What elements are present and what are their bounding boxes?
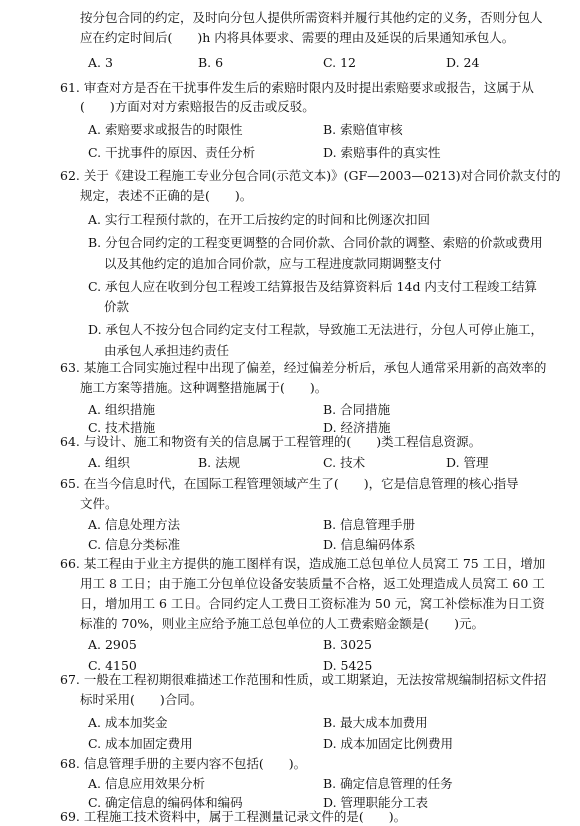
question-66-option-c: C. 4150 [88, 658, 137, 673]
question-65-option-b: B. 信息管理手册 [323, 517, 416, 532]
question-66-stem-line-2: 用工 8 工日；由于施工分包单位设备安装质量不合格，返工处理造成人员窝工 60 工 [80, 576, 545, 591]
question-60-option-d: D. 24 [446, 55, 480, 70]
question-63-option-a: A. 组织措施 [88, 402, 155, 417]
question-66-stem-line-3: 日，增加用工 6 工日。合同约定人工费日工资标准为 50 元，窝工补偿标准为日工资 [80, 596, 545, 611]
question-61-stem-line-2: ( )方面对对方索赔报告的反击或反驳。 [80, 99, 315, 114]
question-60-option-c: C. 12 [323, 55, 356, 70]
question-68-stem-line-1: 68. 信息管理手册的主要内容不包括( )。 [60, 756, 307, 771]
question-63-stem-line-2: 施工方案等措施。这种调整措施属于( )。 [80, 380, 328, 395]
question-67-option-b: B. 最大成本加费用 [323, 715, 428, 730]
question-68-option-b: B. 确定信息管理的任务 [323, 776, 453, 791]
question-61-stem-line-1: 61. 审查对方是否在干扰事件发生后的索赔时限内及时提出索赔要求或报告，这属于从 [60, 80, 534, 95]
question-62-option-c-cont: 价款 [104, 299, 130, 314]
question-63-stem-line-1: 63. 某施工合同实施过程中出现了偏差，经过偏差分析后，承包人通常采用新的高效率的 [60, 360, 547, 375]
question-60-option-a: A. 3 [88, 55, 113, 70]
question-67-option-c: C. 成本加固定费用 [88, 736, 193, 751]
question-60-option-b: B. 6 [198, 55, 224, 70]
question-66-option-d: D. 5425 [323, 658, 373, 673]
question-65-option-d: D. 信息编码体系 [323, 537, 416, 552]
question-64-option-d: D. 管理 [446, 455, 489, 470]
question-62-option-d-cont: 由承包人承担违约责任 [104, 343, 230, 358]
question-61-option-a: A. 索赔要求或报告的时限性 [88, 122, 243, 137]
question-60-stem-line-2: 应在约定时间后( )h 内将具体要求、需要的理由及延误的后果通知承包人。 [80, 30, 515, 45]
question-62-option-b-cont: 以及其他约定的追加合同价款，应与工程进度款同期调整支付 [104, 256, 442, 271]
question-65-stem-line-1: 65. 在当今信息时代，在国际工程管理领域产生了( )，它是信息管理的核心指导 [60, 476, 519, 491]
question-68-option-a: A. 信息应用效果分析 [88, 776, 205, 791]
question-68-option-d: D. 管理职能分工表 [323, 795, 429, 810]
question-61-option-b: B. 索赔值审核 [323, 122, 403, 137]
question-65-stem-line-2: 文件。 [80, 496, 118, 511]
question-63-option-b: B. 合同措施 [323, 402, 391, 417]
question-66-option-a: A. 2905 [88, 637, 137, 652]
question-64-option-a: A. 组织 [88, 455, 130, 470]
question-65-option-a: A. 信息处理方法 [88, 517, 180, 532]
question-64-stem-line-1: 64. 与设计、施工和物资有关的信息属于工程管理的( )类工程信息资源。 [60, 434, 482, 449]
question-62-option-a: A. 实行工程预付款的，在开工后按约定的时间和比例逐次扣回 [88, 212, 430, 227]
question-67-option-a: A. 成本加奖金 [88, 715, 168, 730]
question-63-option-c: C. 技术措施 [88, 420, 156, 435]
question-63-option-d: D. 经济措施 [323, 420, 391, 435]
question-66-stem-line-4: 标准的 70%，则业主应给予施工总包单位的人工费索赔金额是( )元。 [80, 616, 485, 631]
question-65-option-c: C. 信息分类标准 [88, 537, 181, 552]
question-66-stem-line-1: 66. 某工程由于业主方提供的施工图样有误，造成施工总包单位人员窝工 75 工日，增加 [60, 556, 546, 571]
question-62-stem-line-2: 规定，表述不正确的是( )。 [80, 188, 253, 203]
question-67-option-d: D. 成本加固定比例费用 [323, 736, 454, 751]
question-67-stem-line-2: 标时采用( )合同。 [80, 692, 203, 707]
question-66-option-b: B. 3025 [323, 637, 372, 652]
question-64-option-b: B. 法规 [198, 455, 241, 470]
question-62-option-c: C. 承包人应在收到分包工程竣工结算报告及结算资料后 14d 内支付工程竣工结算 [88, 279, 537, 294]
question-61-option-d: D. 索赔事件的真实性 [323, 145, 441, 160]
question-62-option-d: D. 承包人不按分包合同约定支付工程款，导致施工无法进行，分包人可停止施工， [88, 322, 544, 337]
question-64-option-c: C. 技术 [323, 455, 366, 470]
question-67-stem-line-1: 67. 一般在工程初期很难描述工作范围和性质，或工期紧迫，无法按常规编制招标文件招 [60, 672, 547, 687]
question-61-option-c: C. 干扰事件的原因、责任分析 [88, 145, 256, 160]
question-60-stem-line-1: 按分包合同的约定，及时向分包人提供所需资料并履行其他约定的义务，否则分包人 [80, 10, 543, 25]
question-62-option-b: B. 分包合同约定的工程变更调整的合同价款、合同价款的调整、索赔的价款或费用 [88, 235, 543, 250]
question-69-stem-line-1: 69. 工程施工技术资料中，属于工程测量记录文件的是( )。 [60, 809, 407, 824]
question-68-option-c: C. 确定信息的编码体和编码 [88, 795, 243, 810]
question-62-stem-line-1: 62. 关于《建设工程施工专业分包合同(示范文本)》(GF—2003—0213)对合同价款支付的 [60, 168, 561, 183]
